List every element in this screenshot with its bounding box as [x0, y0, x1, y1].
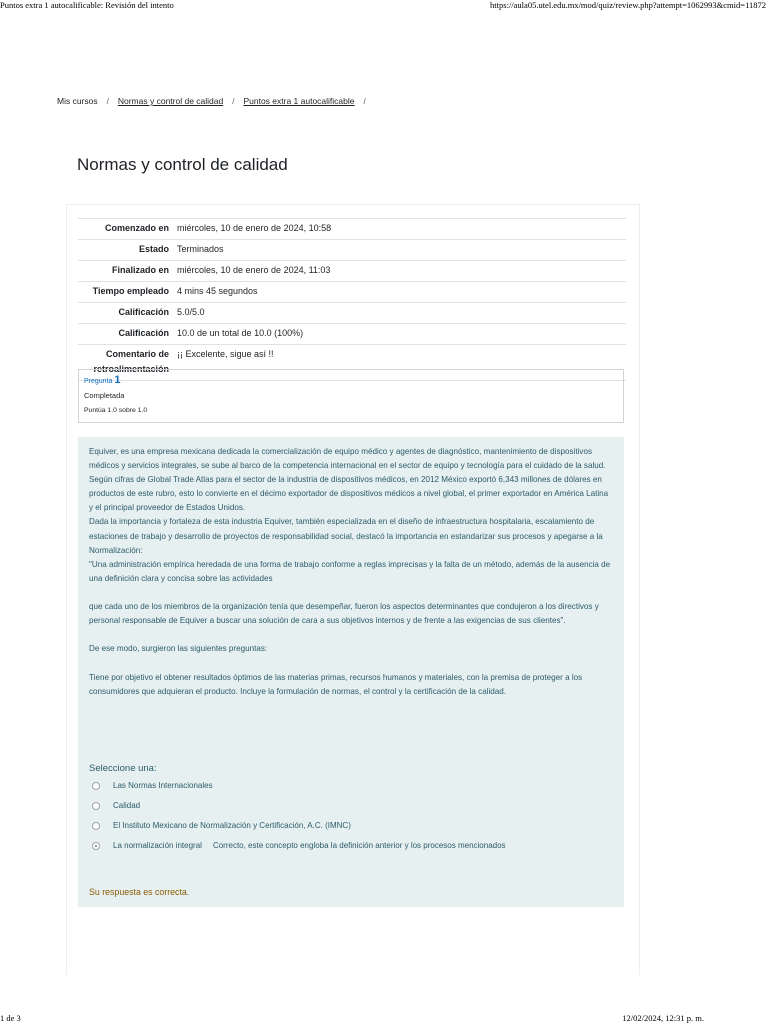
- question-text: [89, 445, 613, 699]
- answer-outcome: Su respuesta es correcta.: [89, 887, 190, 897]
- answer-option-label: La normalización integral: [113, 841, 202, 850]
- summary-row-started: [78, 219, 626, 240]
- summary-value: 10.0 de un total de 10.0 (100%): [173, 324, 626, 345]
- page-title: Normas y control de calidad: [77, 155, 288, 174]
- summary-value: 5.0/5.0: [173, 303, 626, 324]
- breadcrumb-item-quiz[interactable]: Puntos extra 1 autocalificable: [243, 96, 355, 106]
- summary-key: Comenzado en: [78, 219, 173, 240]
- breadcrumb-separator: /: [363, 96, 366, 106]
- summary-value: 4 mins 45 segundos: [173, 282, 626, 303]
- summary-value: Terminados: [173, 240, 626, 261]
- summary-key: Tiempo empleado: [78, 282, 173, 303]
- question-grade: Puntúa 1.0 sobre 1.0: [84, 407, 148, 414]
- summary-key: Calificación: [78, 303, 173, 324]
- summary-value: miércoles, 10 de enero de 2024, 11:03: [173, 261, 626, 282]
- question-paragraph: De ese modo, surgieron las siguientes preguntas:: [89, 644, 268, 654]
- question-paragraph: Equiver, es una empresa mexicana dedicada la comercialización de equipo médico y agentes de diagnóstico, mantenimiento de dispositivos médicos y servicios integrales, se sube al barco de la competencia internacional en el sector de equipo y tecnología para el cuidado de la salud.: [89, 447, 606, 471]
- answer-prompt: Seleccione una:: [89, 763, 157, 774]
- question-state: Completada: [84, 391, 125, 400]
- summary-key: Estado: [78, 240, 173, 261]
- attempt-summary-table: [78, 218, 626, 381]
- question-paragraph: Tiene por objetivo el obtener resultados óptimos de las materias primas, recursos humanos y materiales, con la premisa de proteger a los consumidores que adquieran el producto. Incluye la formulación de normas, el control y la certificación de la calidad.: [89, 672, 583, 696]
- print-header-title: Puntos extra 1 autocalificable: Revisión del intento: [0, 0, 174, 10]
- question-paragraph: que cada uno de los miembros de la organización tenía que desempeñar, fueron los aspectos determinantes que condujeron a los directivos y personal responsable de Equiver a buscar una solución de cara a sus objetivos internos y de frente a las exigencias de sus clientes".: [89, 602, 599, 626]
- summary-row-finished: [78, 261, 626, 282]
- summary-row-grade: [78, 324, 626, 345]
- radio-button[interactable]: [92, 782, 100, 790]
- breadcrumb-item-mis-cursos[interactable]: Mis cursos: [57, 96, 98, 106]
- question-number: [84, 374, 618, 386]
- summary-key: Calificación: [78, 324, 173, 345]
- answer-option[interactable]: [92, 781, 213, 790]
- print-footer-page: 1 de 3: [0, 1013, 21, 1023]
- question-number-label: Pregunta: [84, 378, 113, 385]
- answer-option[interactable]: [92, 801, 140, 810]
- print-footer-datetime: 12/02/2024, 12:31 p. m.: [622, 1013, 704, 1023]
- question-number-value: 1: [114, 374, 121, 386]
- summary-row-time-taken: [78, 282, 626, 303]
- breadcrumb-separator: /: [106, 96, 109, 106]
- summary-row-marks: [78, 303, 626, 324]
- answer-option-label: Las Normas Internacionales: [113, 781, 213, 790]
- breadcrumb: [57, 96, 375, 106]
- question-paragraph: Dada la importancia y fortaleza de esta industria Equiver, también especializada en el diseño de infraestructura hospitalaria, escalamiento de estaciones de trabajo y desarrollo de proyectos de responsabilidad social, destacó la importancia en estandarizar sus procesos y apegarse a la Normalización:: [89, 517, 603, 555]
- question-info-box: [78, 369, 624, 423]
- radio-button[interactable]: [92, 802, 100, 810]
- question-paragraph: "Una administración empírica heredada de una forma de trabajo conforme a reglas imprecisas y la falta de un método, además de la ausencia de una definición clara y concisa sobre las actividades: [89, 559, 611, 583]
- radio-button[interactable]: [92, 822, 100, 830]
- radio-button-checked[interactable]: [92, 842, 100, 850]
- print-header-url: https://aula05.utel.edu.mx/mod/quiz/review.php?attempt=1062993&cmid=11872: [490, 0, 766, 10]
- answer-option-selected[interactable]: [92, 841, 506, 850]
- breadcrumb-separator: /: [232, 96, 235, 106]
- question-paragraph: Según cifras de Global Trade Atlas para el sector de la industria de dispositivos médicos, en 2012 México exportó 6,343 millones de dólares en productos de este rubro, esto lo convierte en el décimo exportador de dispositivos médicos a nivel global, el primer exportador en América Latina y el principal proveedor de Estados Unidos.: [89, 475, 609, 513]
- answer-option-feedback: Correcto, este concepto engloba la definición anterior y los procesos mencionados: [212, 841, 506, 850]
- summary-key: Comentario de retroalimentación: [78, 345, 173, 381]
- question-formulation: [78, 437, 624, 907]
- answer-option-label: El Instituto Mexicano de Normalización y Certificación, A.C. (IMNC): [113, 821, 351, 830]
- summary-row-state: [78, 240, 626, 261]
- summary-key: Finalizado en: [78, 261, 173, 282]
- summary-value: miércoles, 10 de enero de 2024, 10:58: [173, 219, 626, 240]
- breadcrumb-item-course[interactable]: Normas y control de calidad: [117, 96, 224, 106]
- summary-value: ¡¡ Excelente, sigue así !!: [173, 345, 626, 381]
- answer-option-label: Calidad: [113, 801, 141, 810]
- answer-option[interactable]: [92, 821, 351, 830]
